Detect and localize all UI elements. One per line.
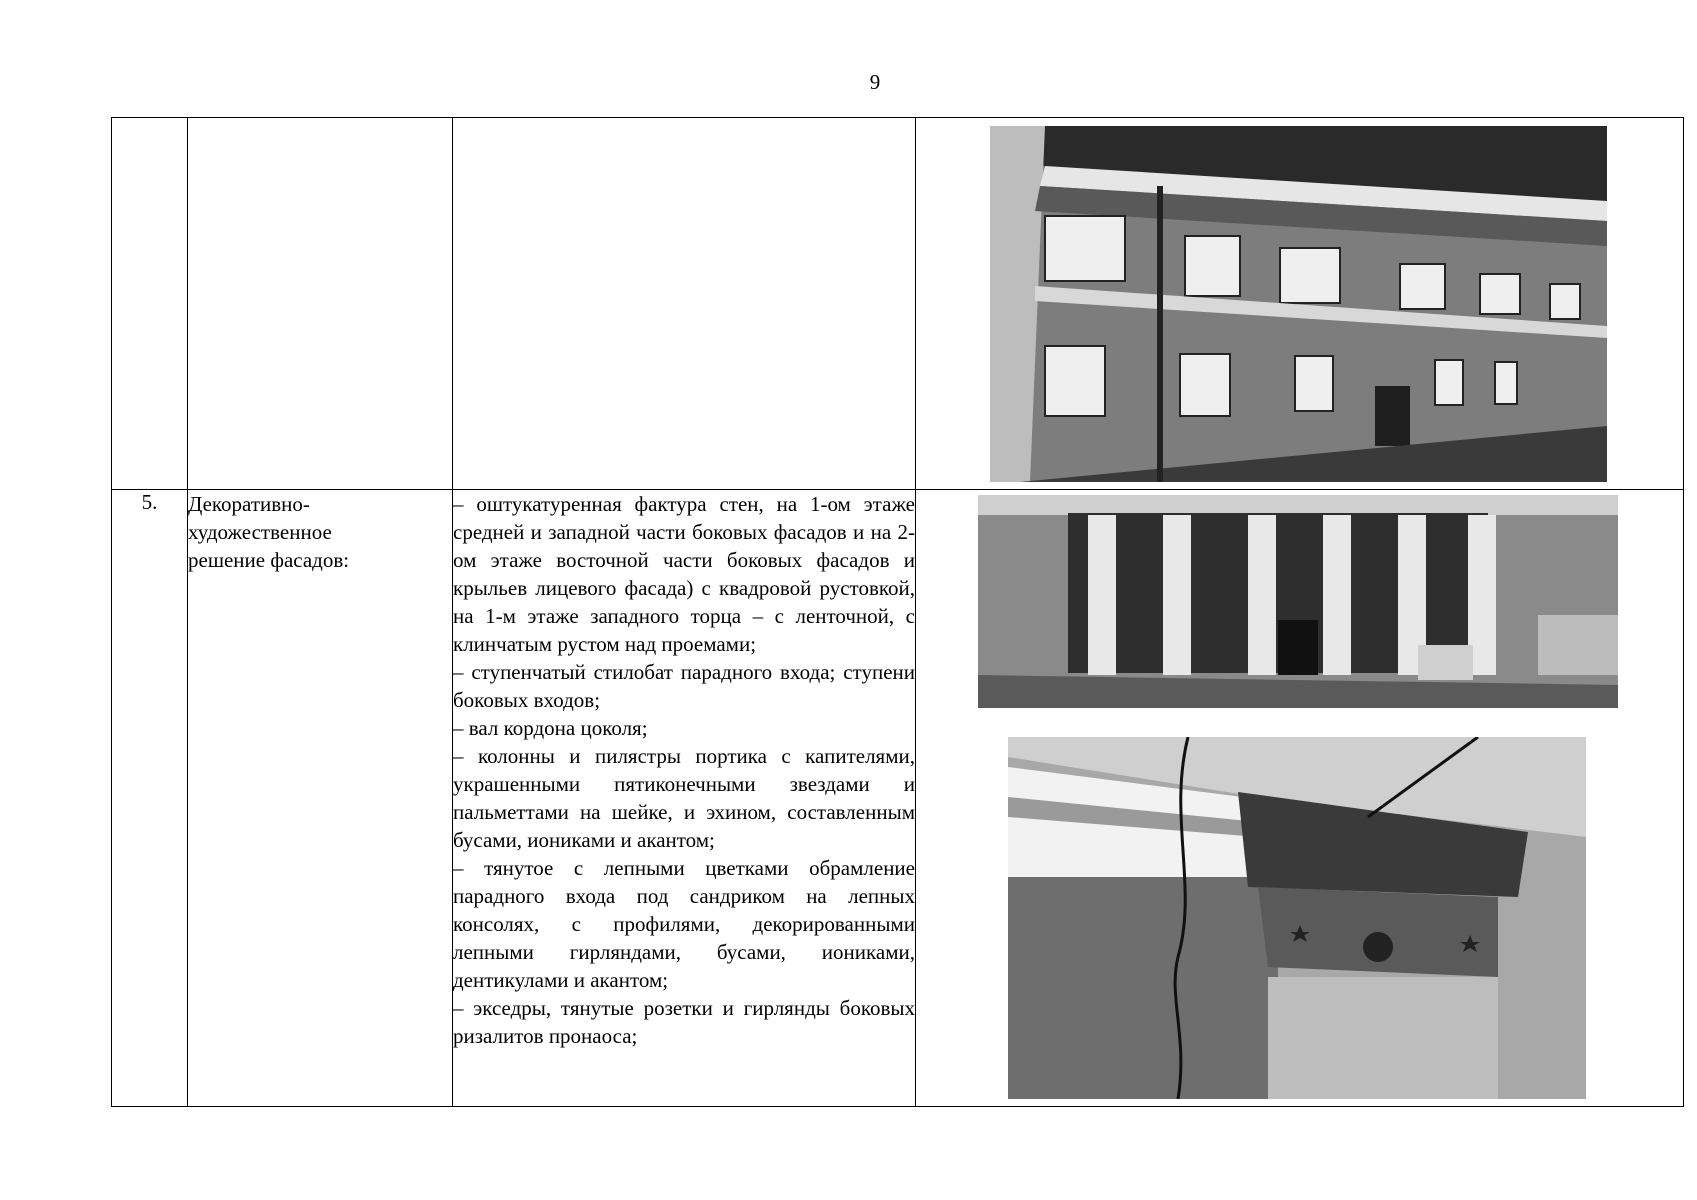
table-row (112, 490, 1684, 1107)
document-table (111, 117, 1684, 1107)
title-line: Декоративно- (188, 492, 310, 516)
row-number-cell (112, 118, 188, 490)
row-number-cell: 5. (112, 490, 188, 1107)
photo-building-facade (990, 126, 1607, 482)
table-row (112, 118, 1684, 490)
description-item: – вал кордона цоколя; (453, 716, 648, 740)
row-photo-cell (916, 490, 1684, 1107)
row-title-cell (188, 118, 453, 490)
row-description-cell (453, 490, 916, 1107)
row-photo-cell (916, 118, 1684, 490)
photo-portico-columns (978, 495, 1618, 708)
row-title-cell (188, 490, 453, 1107)
description-item: – ступенчатый стилобат парадного входа; ступени боковых входов; (453, 660, 915, 712)
title-line: решение фасадов: (188, 548, 350, 572)
title-line: художественное (188, 520, 332, 544)
page-number: 9 (869, 70, 881, 94)
row-description-cell (453, 118, 916, 490)
photo-capital-detail (1008, 737, 1586, 1099)
description-item: – колонны и пилястры портика с капителями, украшенными пятиконечными звездами и пальметтами на шейке, и эхином, составленным бусами, иониками и акантом; (453, 744, 915, 852)
description-item: – оштукатуренная фактура стен, на 1-ом этаже средней и западной части боковых фасадов и на 2-ом этаже восточной части боковых фасадов и крыльев лицевого фасада) с квадровой рустовкой, на 1-м этаже западного торца – с ленточной, с клинчатым рустом над проемами; (453, 492, 915, 656)
description-item: – экседры, тянутые розетки и гирлянды боковых ризалитов пронаоса; (453, 996, 915, 1048)
description-item: – тянутое с лепными цветками обрамление парадного входа под сандриком на лепных консолях, с профилями, декорированными лепными гирляндами, бусами, иониками, дентикулами и акантом; (453, 856, 915, 992)
